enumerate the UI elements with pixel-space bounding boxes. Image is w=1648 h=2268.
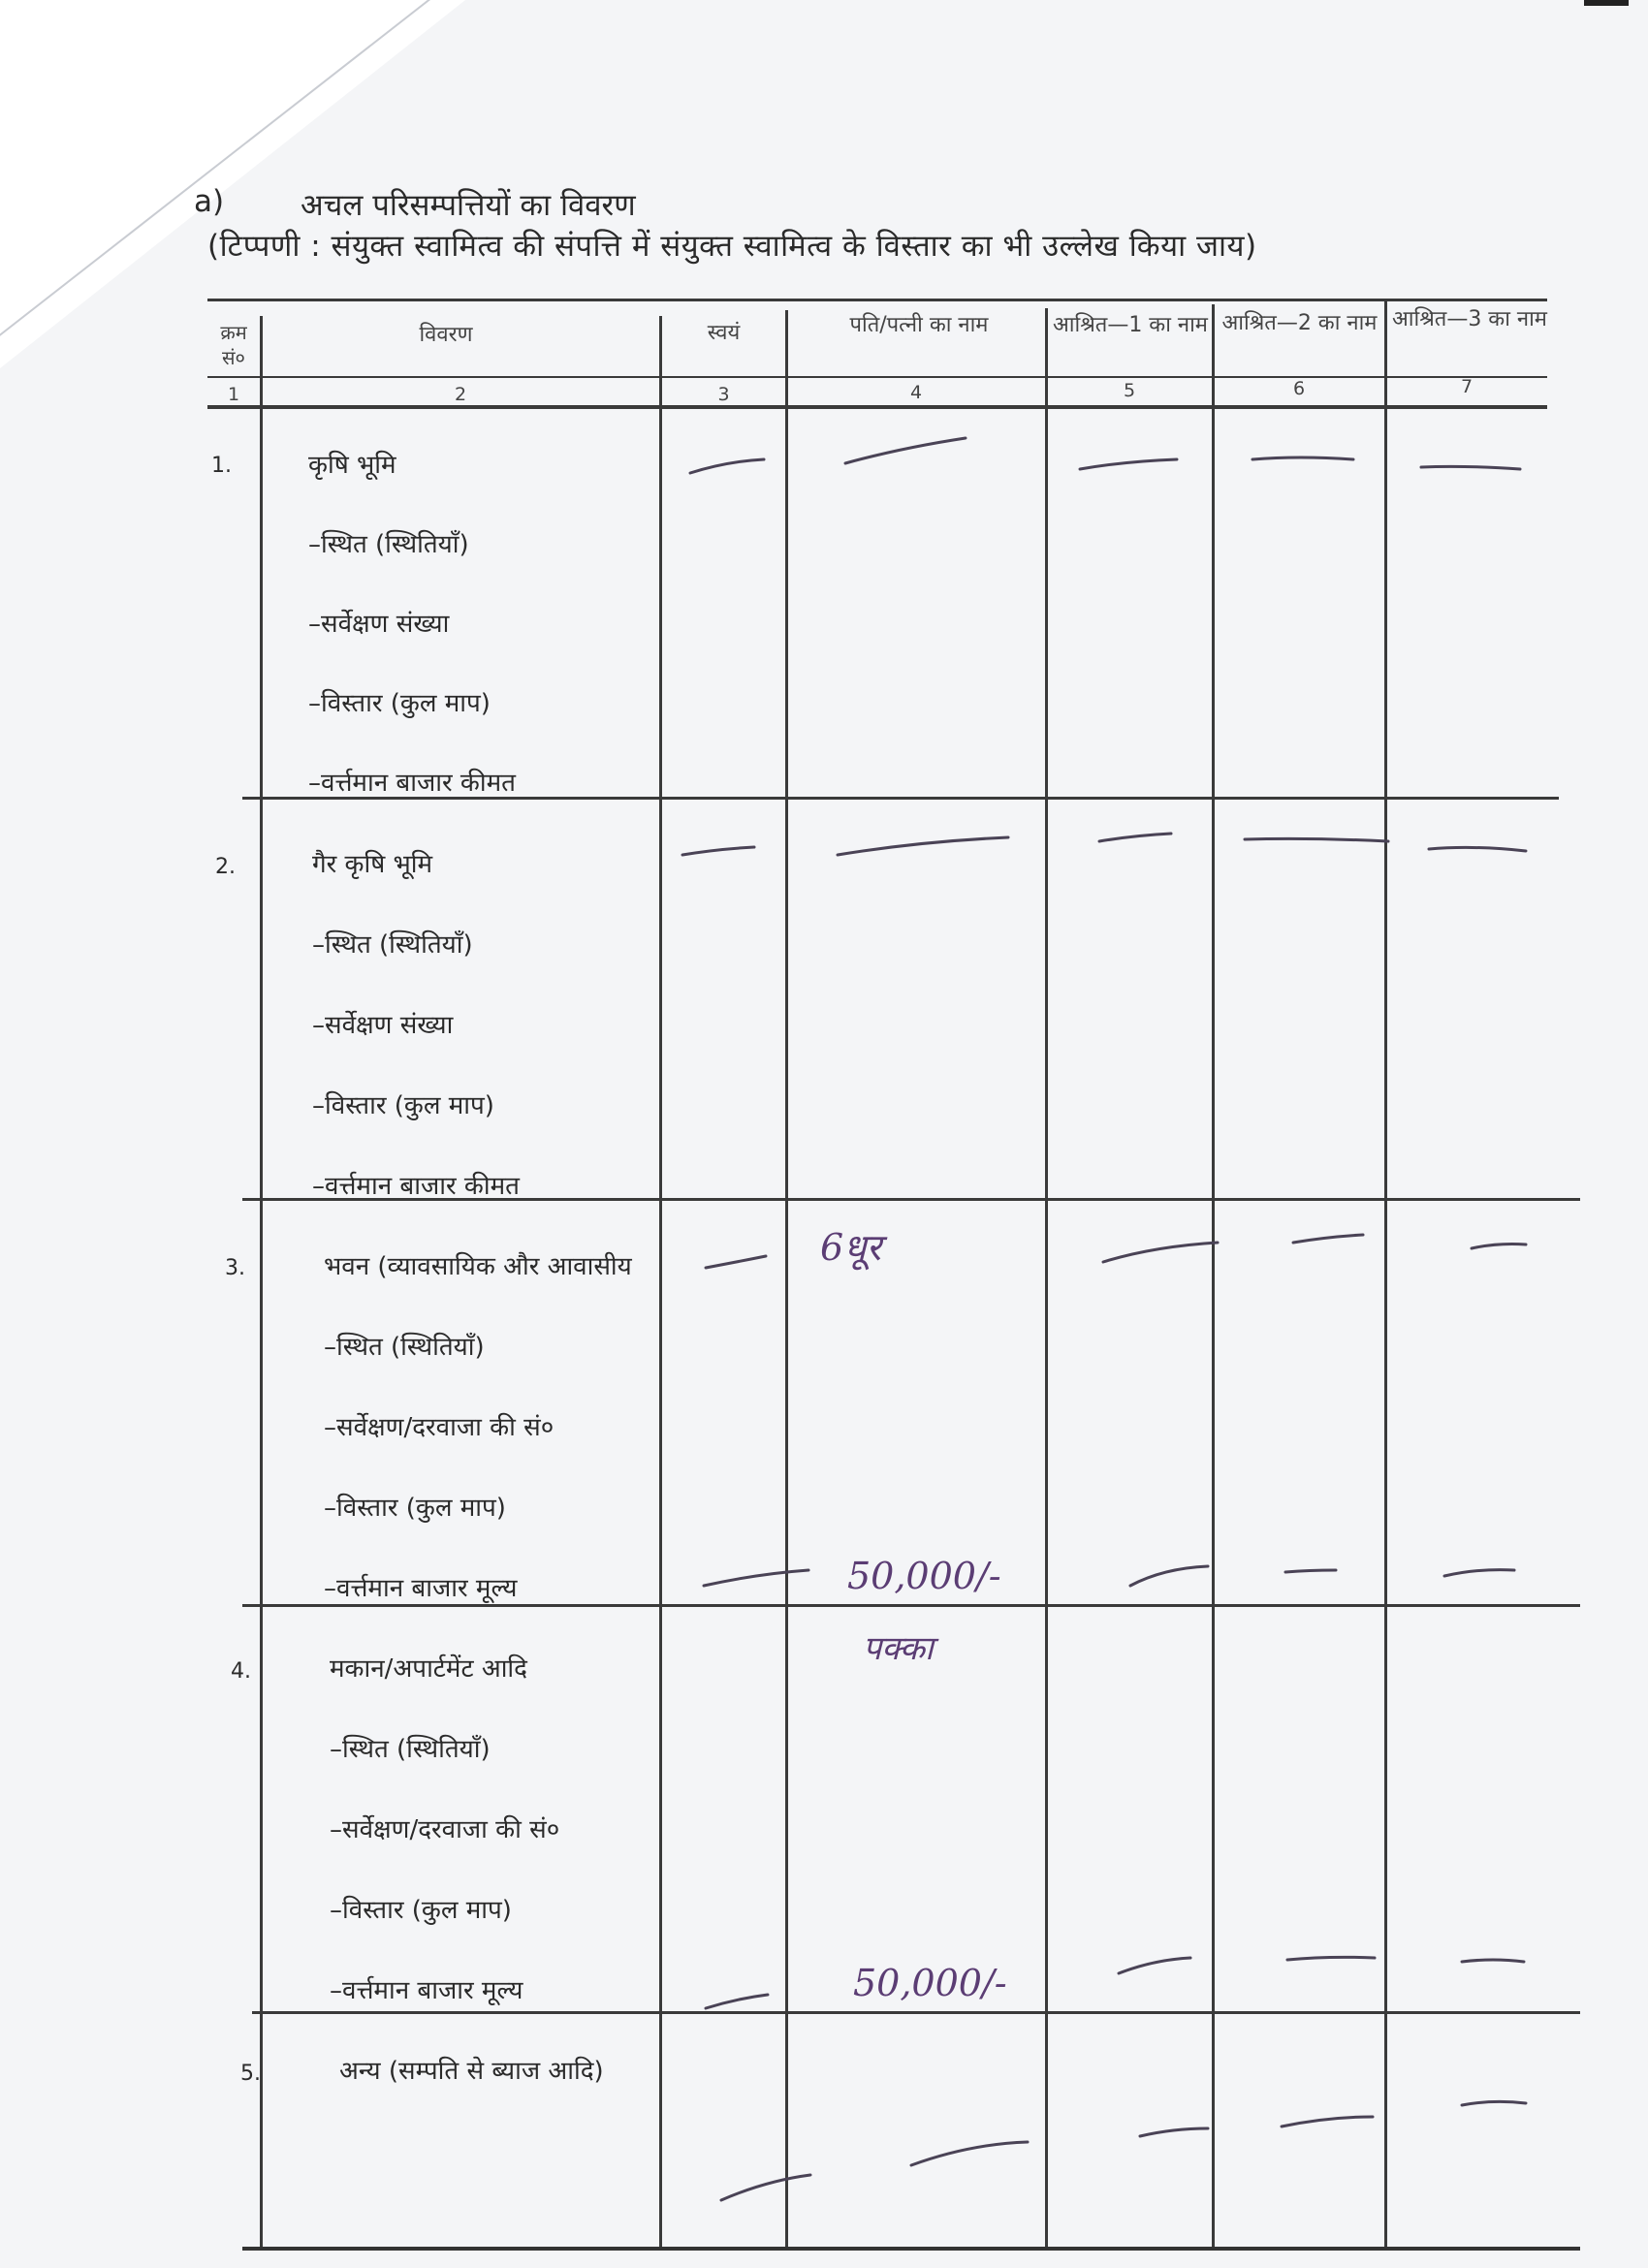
pen-dash — [1421, 466, 1520, 469]
row-item: –वर्त्तमान बाजार कीमत — [308, 769, 516, 798]
pen-dash — [1429, 847, 1526, 851]
header-description: विवरण — [419, 323, 473, 347]
row-item: –सर्वेक्षण/दरवाजा की सं० — [324, 1413, 555, 1442]
pen-dash — [1293, 1235, 1363, 1243]
section-title: अचल परिसम्पत्तियों का विवरण — [301, 188, 636, 223]
row-title: कृषि भूमि — [308, 451, 396, 480]
pen-dash — [1444, 1570, 1514, 1576]
pen-dash — [704, 1570, 808, 1586]
handwritten-spouse-type: पक्का — [863, 1629, 934, 1668]
pen-dash — [1130, 1566, 1208, 1586]
row-item: –विस्तार (कुल माप) — [330, 1896, 512, 1925]
col-number: 3 — [717, 384, 730, 405]
row-item: –विस्तार (कुल माप) — [308, 689, 491, 718]
row-title: मकान/अपार्टमेंट आदि — [330, 1654, 527, 1684]
row-title: अन्य (सम्पति से ब्याज आदि) — [339, 2057, 604, 2086]
row-item: –सर्वेक्षण संख्या — [308, 610, 450, 639]
pen-dash — [690, 459, 764, 473]
pen-dash — [1462, 1960, 1524, 1962]
pen-dash — [721, 2175, 810, 2200]
row-title: गैर कृषि भूमि — [312, 850, 433, 879]
row-item: –वर्त्तमान बाजार कीमत — [312, 1172, 520, 1201]
handwritten-spouse-value: 50,000/- — [853, 1962, 1007, 2004]
row-item: –वर्त्तमान बाजार मूल्य — [330, 1976, 523, 2005]
row-item: –स्थित (स्थितियाँ) — [330, 1735, 491, 1764]
row-sno: 2. — [215, 855, 236, 879]
pen-dash — [1119, 1958, 1190, 1973]
section-note: (टिप्पणी : संयुक्त स्वामित्व की संपत्ति में संयुक्त स्वामित्व के विस्तार का भी उल्लेख किया जाय) — [207, 229, 1257, 264]
row-sno: 1. — [211, 454, 232, 478]
header-spouse: पति/पत्नी का नाम — [849, 313, 989, 337]
handwritten-spouse-area: 6धूर — [820, 1226, 882, 1269]
header-dependent-2: आश्रित—2 का नाम — [1221, 311, 1378, 335]
row-item: –सर्वेक्षण संख्या — [312, 1011, 454, 1040]
row-sno: 5. — [240, 2062, 261, 2086]
pen-dash — [706, 1256, 766, 1268]
pen-dash — [682, 847, 754, 855]
row-item: –स्थित (स्थितियाँ) — [324, 1333, 485, 1362]
header-dependent-1: आश्रित—1 का नाम — [1053, 313, 1208, 337]
pen-dash — [706, 1995, 768, 2008]
pen-dash — [1282, 2117, 1373, 2126]
header-sno: क्रम सं० — [220, 321, 247, 369]
pen-dash — [1140, 2128, 1208, 2136]
row-item: –वर्त्तमान बाजार मूल्य — [324, 1574, 518, 1603]
col-number: 4 — [909, 382, 923, 403]
handwritten-spouse-value: 50,000/- — [847, 1555, 1001, 1597]
pen-dash — [838, 837, 1008, 855]
col-number: 2 — [454, 384, 467, 405]
row-item: –विस्तार (कुल माप) — [324, 1494, 506, 1523]
row-title: भवन (व्यावसायिक और आवासीय — [324, 1252, 632, 1281]
pen-dash — [1462, 2101, 1526, 2105]
col-number: 6 — [1292, 378, 1306, 399]
row-item: –सर्वेक्षण/दरवाजा की सं० — [330, 1815, 560, 1844]
row-item: –विस्तार (कुल माप) — [312, 1091, 494, 1120]
header-dependent-3: आश्रित—3 का नाम — [1392, 307, 1547, 331]
row-sno: 3. — [225, 1256, 245, 1280]
pen-dash — [1252, 457, 1353, 459]
col-number: 5 — [1123, 380, 1136, 401]
pen-dash — [1285, 1570, 1336, 1572]
pen-dash — [1080, 459, 1177, 469]
col-number: 1 — [227, 384, 240, 405]
pen-dash — [1287, 1957, 1375, 1960]
row-sno: 4. — [231, 1659, 251, 1684]
section-marker: a) — [194, 184, 225, 219]
row-item: –स्थित (स्थितियाँ) — [312, 930, 473, 960]
pen-dash — [911, 2142, 1028, 2165]
pen-dash — [1245, 838, 1388, 841]
pen-dash — [1472, 1244, 1526, 1249]
pen-dash — [1103, 1243, 1218, 1262]
col-number: 7 — [1460, 376, 1474, 397]
row-item: –स्थित (स्थितियाँ) — [308, 530, 469, 559]
pen-dash — [1099, 834, 1171, 841]
pen-dash — [845, 438, 966, 463]
header-self: स्वयं — [707, 321, 741, 345]
